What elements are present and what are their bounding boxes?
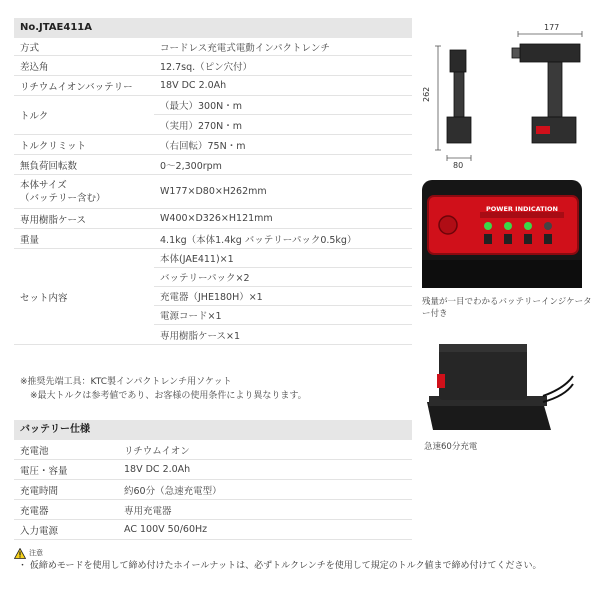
- spec-row: [14, 249, 412, 345]
- dimension-drawing: [420, 20, 595, 170]
- battery-label: 電圧・容量: [20, 465, 68, 477]
- spec-value: W400×D326×H121mm: [160, 213, 273, 224]
- spec-row: [14, 209, 412, 229]
- battery-value: リチウムイオン: [124, 445, 190, 457]
- battery-value: 専用充電器: [124, 505, 172, 517]
- spec-row: [14, 96, 412, 135]
- caution-text: ・ 仮締めモードを使用して締め付けたホイールナットは、必ずトルクレンチを使用して規定のトルク値まで締め付けてください。: [18, 561, 542, 571]
- dim-width: 177: [544, 23, 560, 32]
- indicator-caption: 残量が一目でわかるバッテリーインジケーター付き: [422, 297, 592, 319]
- battery-row: [14, 500, 412, 520]
- spec-row: [14, 229, 412, 249]
- spec-value: 4.1kg（本体1.4kg バッテリーパック0.5kg）: [160, 234, 357, 246]
- spec-row: [14, 76, 412, 96]
- charger-photo: [425, 336, 575, 431]
- battery-row: [14, 440, 412, 460]
- spec-label: 重量: [20, 234, 40, 246]
- spec-label: 差込角: [20, 61, 49, 73]
- spec-label: セット内容: [20, 292, 68, 304]
- battery-label: 充電器: [20, 505, 49, 517]
- power-indication-label: POWER INDICATION: [486, 205, 558, 213]
- spec-value: バッテリーパック×2: [154, 268, 412, 287]
- battery-indicator-photo: [422, 180, 582, 288]
- spec-value: （最大）300N・m: [154, 96, 412, 115]
- spec-label: 方式: [20, 42, 40, 54]
- spec-value: コードレス充電式電動インパクトレンチ: [160, 42, 330, 54]
- spec-label: 無負荷回転数: [20, 160, 78, 172]
- battery-label: 充電時間: [20, 485, 59, 497]
- charger-caption: 急速60分充電: [424, 442, 478, 452]
- spec-value: 12.7sq.（ピン穴付）: [160, 61, 253, 73]
- spec-row: [14, 56, 412, 76]
- spec-label: リチウムイオンバッテリー: [20, 81, 133, 93]
- battery-row: [14, 480, 412, 500]
- spec-label: 本体サイズ （バッテリー含む）: [20, 179, 106, 204]
- spec-row: [14, 155, 412, 175]
- spec-table: [14, 18, 412, 345]
- spec-value: W177×D80×H262mm: [160, 186, 267, 197]
- battery-label: 充電池: [20, 445, 49, 457]
- spec-value: 充電器（JHE180H）×1: [154, 287, 412, 306]
- notes: [20, 375, 307, 403]
- battery-row: [14, 520, 412, 540]
- dim-depth: 80: [453, 161, 464, 170]
- spec-value: 18V DC 2.0Ah: [160, 80, 227, 91]
- battery-label: 入力電源: [20, 525, 59, 537]
- model-number: No.JTAE411A: [14, 18, 412, 38]
- battery-value: AC 100V 50/60Hz: [124, 524, 208, 535]
- battery-row: [14, 460, 412, 480]
- spec-row: [14, 135, 412, 155]
- note-text: ※推奨先端工具：KTC製インパクトレンチ用ソケット: [20, 377, 232, 387]
- spec-row: [14, 38, 412, 56]
- caution-section: [14, 546, 594, 572]
- battery-table: [14, 420, 412, 540]
- spec-value: 本体(JAE411)×1: [154, 249, 412, 268]
- battery-value: 18V DC 2.0Ah: [124, 464, 191, 475]
- note-text: ※最大トルクは参考値であり、お客様の使用条件により異なります。: [30, 391, 307, 401]
- spec-value: （右回転）75N・m: [160, 140, 246, 152]
- spec-label: トルク: [20, 111, 49, 122]
- caution-label: 注意: [29, 549, 43, 557]
- spec-value: （実用）270N・m: [160, 120, 242, 132]
- spec-label: 専用樹脂ケース: [20, 214, 87, 226]
- spec-row: [14, 175, 412, 209]
- battery-title: バッテリー仕様: [14, 420, 412, 440]
- spec-value: 0～2,300rpm: [160, 160, 222, 172]
- dim-height: 262: [422, 86, 431, 102]
- warning-icon: [14, 548, 26, 559]
- spec-value: 専用樹脂ケース×1: [160, 330, 241, 342]
- battery-value: 約60分（急速充電型）: [124, 485, 222, 497]
- spec-value: 電源コード×1: [154, 306, 412, 325]
- spec-label: トルクリミット: [20, 140, 87, 152]
